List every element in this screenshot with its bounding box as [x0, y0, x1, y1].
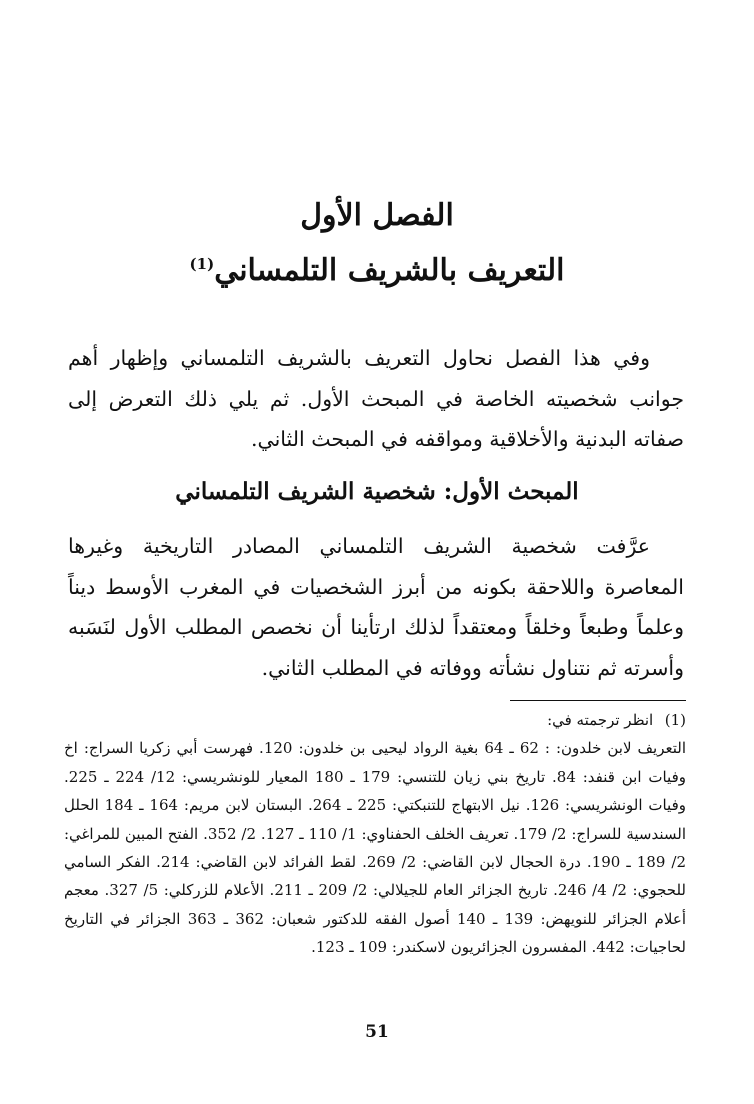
chapter-subtitle-text: التعريف بالشريف التلمساني: [214, 253, 565, 288]
footnote-reference: (1): [189, 255, 215, 273]
intro-paragraph: وفي هذا الفصل نحاول التعريف بالشريف التلمساني وإظهار أهم جوانب شخصيته الخاصة في المبحث الأول. ثم يلي ذلك التعرض إلى صفاته البدنية والأخلاقية ومواقفه في المبحث الثاني.: [68, 346, 684, 451]
footnote-number: (1): [664, 711, 686, 729]
section-heading: المبحث الأول: شخصية الشريف التلمساني: [175, 478, 579, 505]
footnote-intro-line: [64, 706, 686, 734]
section-paragraph: عرَّفت شخصية الشريف التلمساني المصادر التاريخية وغيرها المعاصرة واللاحقة بكونه من أبرز الشخصيات في المغرب الأوسط ديناً وعلماً وطبعاً وخلقاً ومعتقداً لذلك ارتأينا أن نخصص المطلب الأول لنَسَبه وأسرته ثم نتناول نشأته ووفاته في المطلب الثاني.: [68, 534, 684, 680]
footnote-text: التعريف لابن خلدون: : 62 ـ 64 بغية الرواد ليحيى بن خلدون: 120. فهرست أبي زكريا السراج: اخ وفيات ابن قنفد: 84. تاريخ بني زيان للتنسي: 179 ـ 180 المعيار للونشريسي: 12/ 224 ـ 225. وفيات الونشريسي: 126. نيل الابتهاج للتنبكتي: 225 ـ 264. البستان لابن مريم: 164 ـ 184 الحلل السندسية للسراج: 2/ 179. تعريف الخلف الحفناوي: 1/ 110 ـ 127. 2/ 352. الفتح المبين للمراغي: 2/ 189 ـ 190. درة الحجال لابن القاضي: 2/ 269. لقط الفرائد لابن القاضي: 214. الفكر السامي للحجوي: 2/ 4/ 246. تاريخ الجزائر العام للجيلالي: 2/ 209 ـ 211. الأعلام للزركلي: 5/ 327. معجم أعلام الجزائر للنويهض: 139 ـ 140 أصول الفقه للدكتور شعبان: 362 ـ 363 الجزائر في التاريخ لحاجيات: 442. المفسرون الجزائريون لاسكندر: 109 ـ 123.: [64, 739, 687, 957]
footnote-divider: [510, 700, 686, 701]
chapter-title: الفصل الأول: [300, 198, 454, 233]
chapter-subtitle: [0, 244, 754, 291]
page-number: 51: [365, 1022, 389, 1042]
footnote: [64, 706, 686, 962]
footnote-intro: انظر ترجمته في:: [547, 711, 654, 729]
